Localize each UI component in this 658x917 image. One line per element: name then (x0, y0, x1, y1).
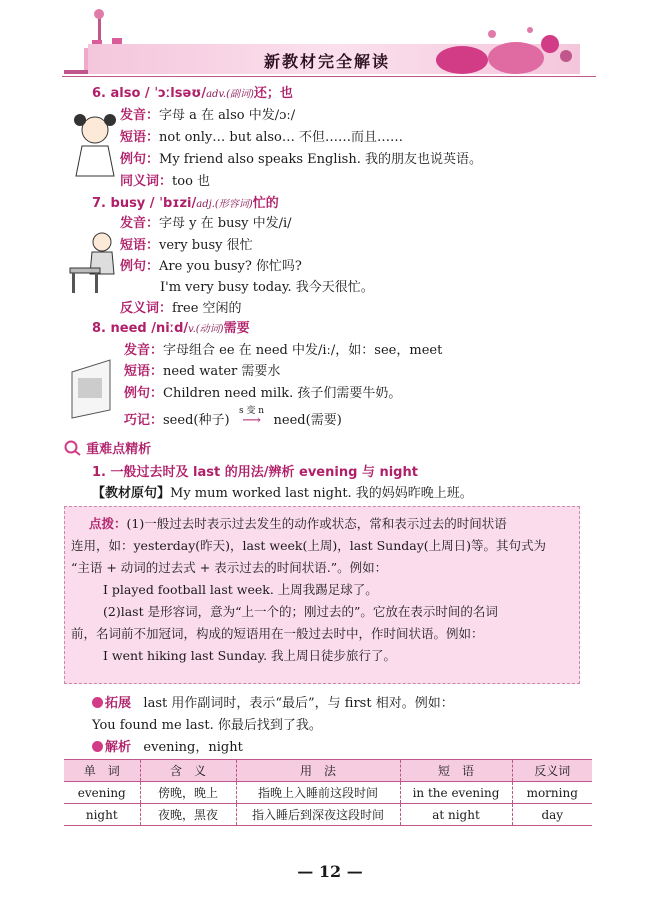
comparison-table (64, 759, 592, 826)
table-cell: day (512, 804, 592, 826)
extend-badge-icon (92, 697, 103, 708)
example-line: 例句：Are you busy? 你忙吗? (120, 259, 302, 274)
table-row (64, 782, 592, 804)
table-cell: in the evening (400, 782, 512, 804)
table-cell: night (64, 804, 140, 826)
table-cell: 夜晚，黑夜 (140, 804, 236, 826)
word-entry-heading: 6. also / ˈɔːlsəʊ/adv.(副词)还；也 (92, 86, 293, 101)
callout-line: 点拨：(1)一般过去时表示过去发生的动作或状态，常和表示过去的时间状语 (89, 516, 507, 531)
boy-desk-illustration-icon (66, 228, 122, 296)
example-line: 例句：Children need milk. 孩子们需要牛奶。 (124, 386, 402, 401)
callout-example: I went hiking last Sunday. 我上周日徒步旅行了。 (103, 648, 397, 663)
header-divider (62, 76, 596, 77)
magnifier-icon (64, 440, 82, 456)
word-entry-heading: 8. need /niːd/v.(动词)需要 (92, 321, 250, 336)
table-header-cell: 单 词 (64, 760, 140, 782)
milk-box-illustration-icon (66, 356, 116, 420)
page-number: — 12 — (297, 862, 363, 881)
table-header-cell: 反义词 (512, 760, 592, 782)
table-cell: at night (400, 804, 512, 826)
section-heading: 重难点精析 (64, 440, 151, 459)
page-header (0, 0, 658, 80)
synonym-line: 同义词：too 也 (120, 174, 211, 189)
textbook-sentence: 【教材原句】My mum worked last night. 我的妈妈昨晚上班。 (92, 486, 473, 501)
pronunciation-line: 发音：字母 a 在 also 中发/ɔː/ (120, 108, 296, 123)
table-row (64, 804, 592, 826)
girl-illustration-icon (70, 112, 120, 178)
extend-example: You found me last. 你最后找到了我。 (92, 718, 322, 733)
callout-line: 前，名词前不加冠词，构成的短语用在一般过去时中，作时间状语。例如： (71, 626, 484, 641)
pronunciation-line: 发音：字母组合 ee 在 need 中发/iː/，如：see，meet (124, 343, 443, 358)
table-header-row (64, 760, 592, 782)
table-cell: evening (64, 782, 140, 804)
table-header-cell: 用 法 (236, 760, 400, 782)
extend-line: 拓展 last 用作副词时，表示“最后”，与 first 相对。例如： (92, 695, 454, 713)
tip-callout-box (64, 506, 580, 684)
analysis-badge-icon (92, 741, 103, 752)
key-point-title: 1. 一般过去时及 last 的用法/辨析 evening 与 night (92, 465, 418, 480)
antonym-line: 反义词：free 空闲的 (120, 301, 242, 316)
plant-decoration-icon (432, 20, 582, 78)
example-line: 例句：My friend also speaks English. 我的朋友也说英语。 (120, 152, 482, 167)
analysis-line: 解析 evening，night (92, 739, 243, 757)
callout-line: 连用，如：yesterday(昨天)，last week(上周)，last Sunday(上周日)等。其句式为 (71, 538, 547, 553)
arrow-right-icon: ⟶ (242, 413, 261, 428)
phrase-line: 短语：need water 需要水 (124, 364, 281, 379)
table-header-cell: 含 义 (140, 760, 236, 782)
table-cell: 指入睡后到深夜这段时间 (236, 804, 400, 826)
table-cell: 傍晚，晚上 (140, 782, 236, 804)
phrase-line: 短语：not only… but also… 不但……而且…… (120, 130, 403, 145)
table-header-cell: 短 语 (400, 760, 512, 782)
example-line-2: I'm very busy today. 我今天很忙。 (160, 280, 374, 295)
callout-line: (2)last 是形容词，意为“上一个的；刚过去的”。它放在表示时间的名词 (103, 604, 498, 619)
table-cell: morning (512, 782, 592, 804)
callout-line: “主语 + 动词的过去式 + 表示过去的时间状语.”。例如： (71, 560, 388, 575)
callout-example: I played football last week. 上周我踢足球了。 (103, 582, 378, 597)
pronunciation-line: 发音：字母 y 在 busy 中发/i/ (120, 216, 292, 231)
page-title: 新教材完全解读 (263, 52, 390, 71)
memory-tip-line: 巧记：seed(种子) s 变 n ⟶ need(需要) (124, 406, 342, 428)
table-cell: 指晚上入睡前这段时间 (236, 782, 400, 804)
word-entry-heading: 7. busy / ˈbɪzi/adj.(形容词)忙的 (92, 196, 279, 211)
phrase-line: 短语：very busy 很忙 (120, 238, 253, 253)
